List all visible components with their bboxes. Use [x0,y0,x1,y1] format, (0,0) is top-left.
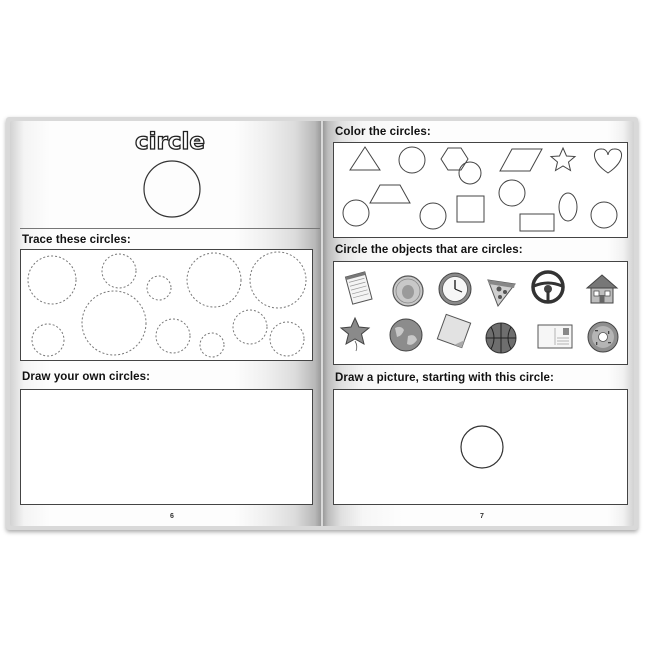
trace-circle [82,291,146,355]
section-divider [20,228,320,229]
circle-shape [343,200,369,226]
trace-circle [270,322,304,356]
trace-circle [102,254,136,288]
trace-circle [147,276,171,300]
trace-box[interactable] [20,249,313,361]
star-balloon-icon[interactable] [338,314,376,352]
starter-circle [334,390,627,504]
quarter-coin-icon[interactable] [389,272,427,310]
circle-shape [591,202,617,228]
trapezoid-shape [370,185,410,203]
notepad-icon[interactable] [340,270,378,308]
shapes-box[interactable] [333,142,628,238]
circle-shape [459,162,481,184]
objects-heading: Circle the objects that are circles: [335,244,523,256]
trace-circle [28,256,76,304]
wall-clock-icon[interactable] [436,270,474,308]
trace-circle [32,324,64,356]
steering-wheel-icon[interactable] [529,268,567,306]
trace-circle [233,310,267,344]
sticky-note-icon[interactable] [435,312,473,350]
objects-box[interactable] [333,261,628,365]
globe-icon[interactable] [387,316,425,354]
postcard-icon[interactable] [536,317,574,355]
dotted-trace-circles [21,250,312,360]
picture-box[interactable] [333,389,628,505]
trace-circle [250,252,306,308]
page-number: 7 [480,513,484,520]
circle-shape [399,147,425,173]
heart-shape [594,149,621,173]
circle-shape [499,180,525,206]
square-shape [457,196,484,222]
draw-heading: Draw your own circles: [22,371,151,383]
house-icon[interactable] [583,270,621,308]
basketball-icon[interactable] [482,319,520,357]
left-page [10,121,321,526]
parallelogram-shape [500,149,542,171]
trace-circle [187,253,241,307]
right-page [323,121,634,526]
shapes-grid [334,143,627,237]
hexagon-shape [441,148,468,170]
donut-icon[interactable] [584,318,622,356]
oval-shape [559,193,577,221]
trace-circle [200,333,224,357]
draw-own-circles-box[interactable] [20,389,313,505]
rectangle-shape [520,214,554,231]
triangle-shape [350,147,380,170]
trace-circle [156,319,190,353]
picture-heading: Draw a picture, starting with this circle: [335,372,554,384]
trace-heading: Trace these circles: [22,234,131,246]
pizza-slice-icon[interactable] [482,272,520,310]
open-workbook [6,117,638,530]
color-heading: Color the circles: [335,126,431,138]
star-shape [551,148,575,171]
circle-shape [420,203,446,229]
page-number: 6 [170,513,174,520]
page-title: circle [135,129,205,155]
